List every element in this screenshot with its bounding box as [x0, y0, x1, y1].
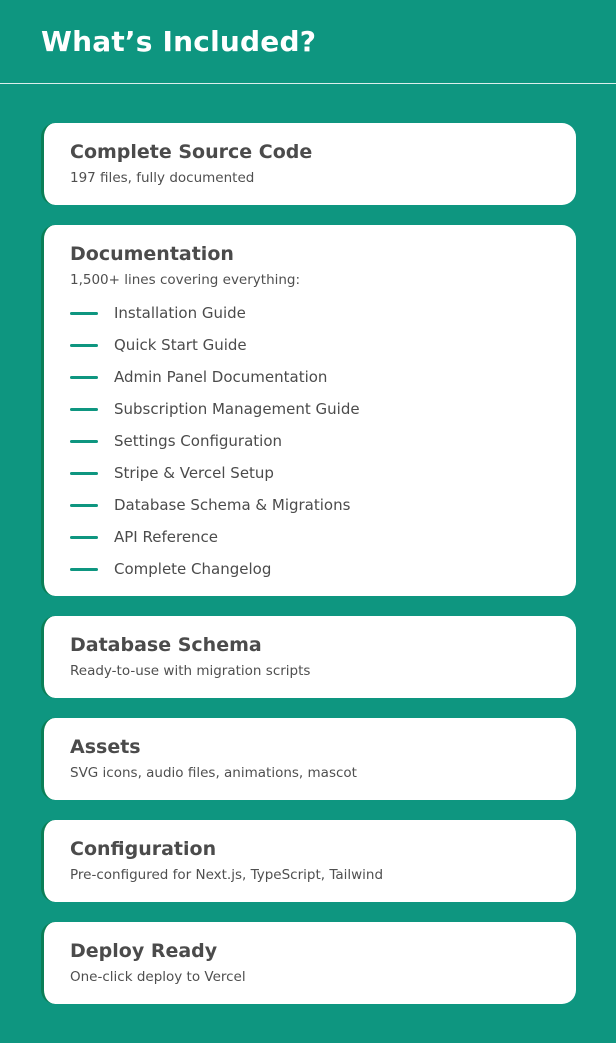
- card-assets: [41, 718, 576, 800]
- list-item-label: Stripe & Vercel Setup: [114, 464, 274, 482]
- card-database-schema: [41, 616, 576, 698]
- card-deploy-ready: [41, 922, 576, 1004]
- card-description: SVG icons, audio files, animations, mascot: [70, 765, 357, 781]
- card-documentation: [41, 225, 576, 596]
- card-description: 197 files, fully documented: [70, 170, 255, 186]
- card-description: Ready-to-use with migration scripts: [70, 663, 311, 679]
- list-item: [70, 297, 556, 329]
- card-description: 1,500+ lines covering everything:: [70, 272, 301, 288]
- list-item: [70, 457, 556, 489]
- list-item: [70, 521, 556, 553]
- list-item: [70, 425, 556, 457]
- list-item-label: Admin Panel Documentation: [114, 368, 328, 386]
- list-item: [70, 489, 556, 521]
- list-item-label: Subscription Management Guide: [114, 400, 360, 418]
- dash-icon: [70, 376, 98, 379]
- dash-icon: [70, 408, 98, 411]
- dash-icon: [70, 536, 98, 539]
- card-description: Pre-configured for Next.js, TypeScript, Tailwind: [70, 867, 384, 883]
- list-item: [70, 329, 556, 361]
- list-item: [70, 553, 556, 585]
- list-item-label: Settings Configuration: [114, 432, 283, 450]
- dash-icon: [70, 440, 98, 443]
- page-header: [0, 0, 616, 84]
- card-title: Configuration: [70, 838, 217, 860]
- dash-icon: [70, 568, 98, 571]
- list-item-label: API Reference: [114, 528, 219, 546]
- card-title: Complete Source Code: [70, 141, 313, 163]
- card-source-code: [41, 123, 576, 205]
- card-configuration: [41, 820, 576, 902]
- list-item-label: Database Schema & Migrations: [114, 496, 351, 514]
- card-title: Documentation: [70, 243, 234, 265]
- documentation-list: [70, 297, 556, 585]
- dash-icon: [70, 312, 98, 315]
- card-title: Database Schema: [70, 634, 262, 656]
- dash-icon: [70, 504, 98, 507]
- list-item: [70, 361, 556, 393]
- list-item: [70, 393, 556, 425]
- page-title: What’s Included?: [41, 25, 317, 58]
- card-title: Assets: [70, 736, 141, 758]
- list-item-label: Quick Start Guide: [114, 336, 247, 354]
- list-item-label: Installation Guide: [114, 304, 246, 322]
- card-title: Deploy Ready: [70, 940, 218, 962]
- list-item-label: Complete Changelog: [114, 560, 272, 578]
- dash-icon: [70, 344, 98, 347]
- card-description: One-click deploy to Vercel: [70, 969, 246, 985]
- dash-icon: [70, 472, 98, 475]
